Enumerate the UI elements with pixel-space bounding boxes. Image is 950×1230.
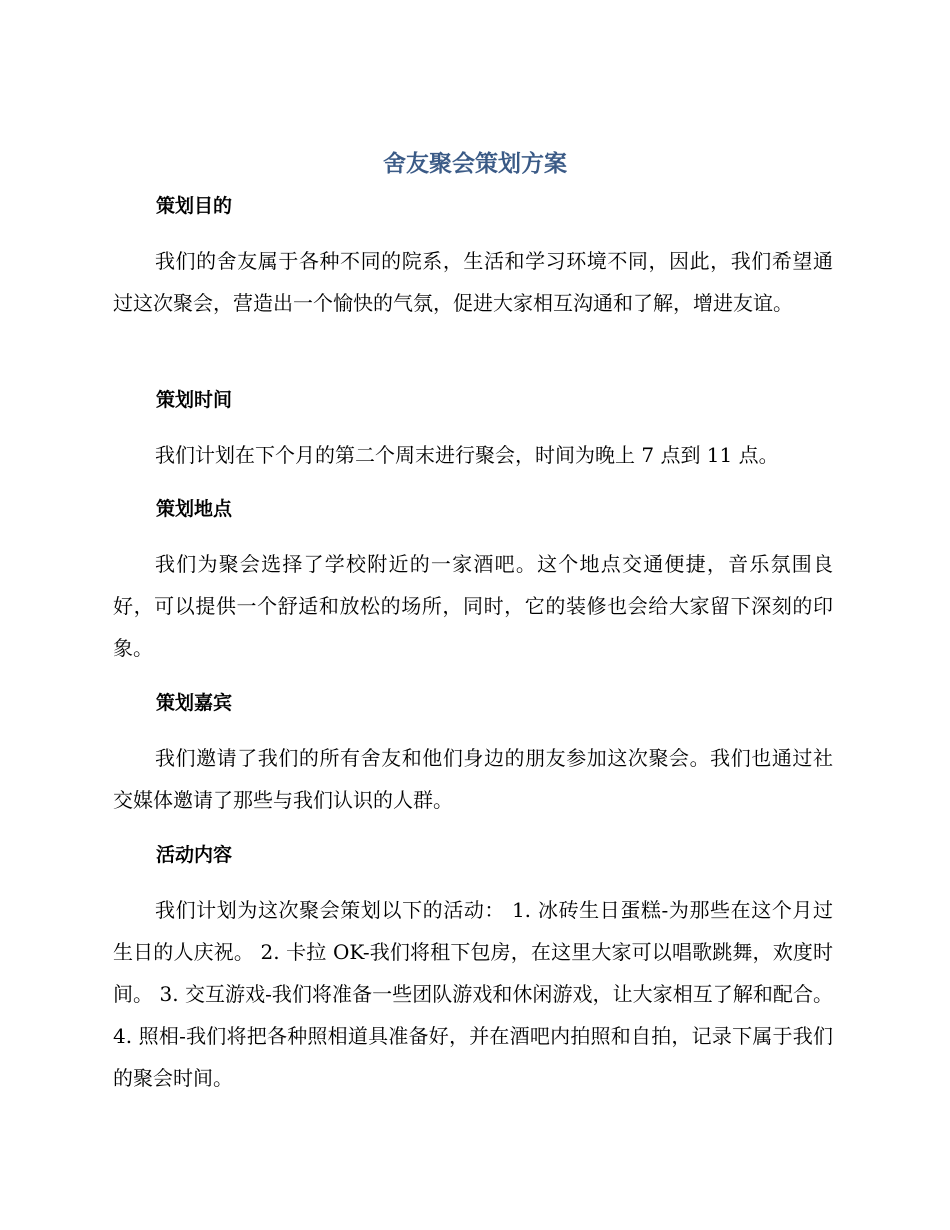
section-heading-purpose: 策划目的 <box>156 195 233 217</box>
section-body-guests: 我们邀请了我们的所有舍友和他们身边的朋友参加这次聚会。我们也通过社交媒体邀请了那些与我们认识的人群。 <box>113 746 833 812</box>
section-heading-activities: 活动内容 <box>156 844 233 866</box>
section-body-activities: 我们计划为这次聚会策划以下的活动： 1. 冰砖生日蛋糕-为那些在这个月过生日的人庆祝。 2. 卡拉 OK-我们将租下包房，在这里大家可以唱歌跳舞，欢度时间。 3. 交互游戏-我们将准备一些团队游戏和休闲游戏，让大家相互了解和配合。 4. 照相-我们将把各种照相道具准备好，并在酒吧内拍照和自拍，记录下属于我们的聚会时间。 <box>113 898 833 1090</box>
section-body-location: 我们为聚会选择了学校附近的一家酒吧。这个地点交通便捷，音乐氛围良好，可以提供一个舒适和放松的场所，同时，它的装修也会给大家留下深刻的印象。 <box>113 552 833 660</box>
section-body-time: 我们计划在下个月的第二个周末进行聚会，时间为晚上 7 点到 11 点。 <box>155 443 779 467</box>
section-body-purpose: 我们的舍友属于各种不同的院系，生活和学习环境不同，因此，我们希望通过这次聚会，营造出一个愉快的气氛，促进大家相互沟通和了解，增进友谊。 <box>113 249 833 315</box>
document-title: 舍友聚会策划方案 <box>383 151 567 177</box>
section-heading-guests: 策划嘉宾 <box>156 692 233 714</box>
section-heading-location: 策划地点 <box>156 498 233 520</box>
section-heading-time: 策划时间 <box>156 389 233 411</box>
